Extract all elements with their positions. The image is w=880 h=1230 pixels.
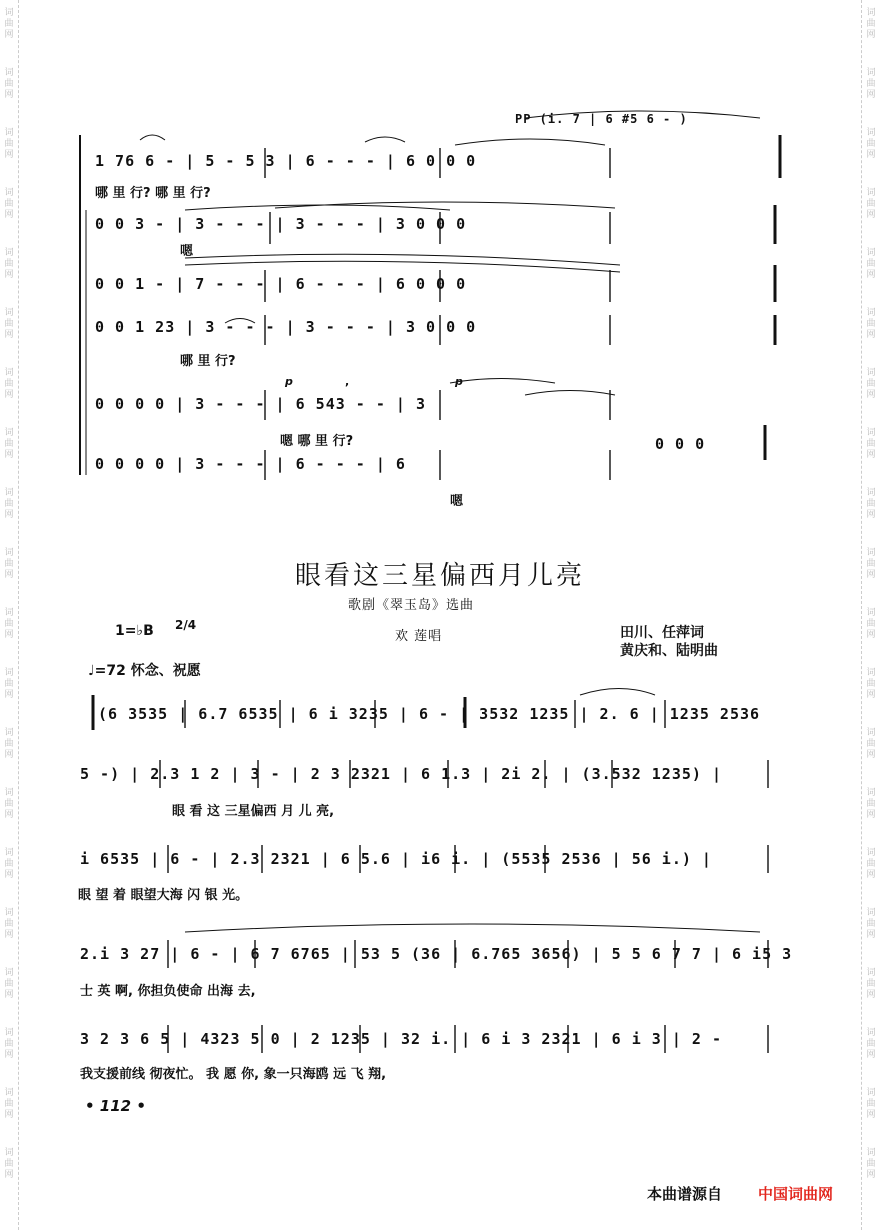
upper-line-2-lyric: 嗯 — [180, 244, 194, 259]
right-watermark-mark: 词 曲 网 — [866, 848, 876, 880]
performance-note: 欢 莲唱 — [395, 629, 443, 644]
upper-line-4-lyric: 哪 里 行? — [180, 354, 236, 369]
left-watermark-mark: 词 曲 网 — [4, 428, 14, 460]
right-watermark-mark: 词 曲 网 — [866, 608, 876, 640]
left-watermark-mark: 词 曲 网 — [4, 248, 14, 280]
lower-line-5-lyric: 我支援前线 彻夜忙。 我 愿 你, 象一只海鸥 远 飞 翔, — [80, 1067, 387, 1082]
left-watermark-mark: 词 曲 网 — [4, 68, 14, 100]
dynamic-p-2: p — [455, 375, 463, 388]
right-watermark-mark: 词 曲 网 — [866, 308, 876, 340]
upper-line-6-notes: 0 0 0 0 | 3 - - - | 6 - - - | 6 — [95, 455, 406, 473]
left-watermark-mark: 词 曲 网 — [4, 1088, 14, 1120]
lower-line-1-notes: (6 3535 | 6.7 6535 | 6 i 3235 | 6 - | 3532 1235 | 2. 6 | 1235 2536 — [98, 705, 761, 723]
upper-line-1-notes: 1 76 6 - | 5 - 5 3 | 6 - - - | 6 0 0 0 — [95, 152, 477, 170]
footer-site-link[interactable]: 中国词曲网 — [758, 1185, 834, 1203]
right-watermark-mark: 词 曲 网 — [866, 908, 876, 940]
key-signature: 1=♭B — [115, 623, 154, 639]
left-watermark-mark: 词 曲 网 — [4, 668, 14, 700]
left-watermark-mark: 词 曲 网 — [4, 1028, 14, 1060]
upper-top-staff: PP (i. 7 | 6 #5 6 - ) — [515, 112, 688, 126]
song-title: 眼看这三星偏西月儿亮 — [295, 561, 586, 591]
left-watermark-mark: 词 曲 网 — [4, 908, 14, 940]
left-watermark-mark: 词 曲 网 — [4, 728, 14, 760]
left-watermark-mark: 词 曲 网 — [4, 488, 14, 520]
left-watermark-mark: 词 曲 网 — [4, 188, 14, 220]
upper-end-notes: 0 0 0 — [655, 435, 706, 453]
right-watermark-mark: 词 曲 网 — [866, 248, 876, 280]
left-watermark-mark: 词 曲 网 — [4, 968, 14, 1000]
upper-line-6-lyric: 嗯 — [450, 494, 464, 509]
right-watermark-mark: 词 曲 网 — [866, 488, 876, 520]
lower-line-5-notes: 3 2 3 6 5 | 4323 5 0 | 2 1235 | 32 i. | 6 i 3 2321 | 6 i 3 | 2 - — [80, 1030, 722, 1048]
upper-line-5-notes: 0 0 0 0 | 3 - - - | 6 543 - - | 3 — [95, 395, 427, 413]
lower-line-3-lyric: 眼 望 着 眼望大海 闪 银 光。 — [78, 888, 249, 903]
footer-source-label: 本曲谱源自 — [647, 1185, 723, 1203]
right-watermark-mark: 词 曲 网 — [866, 1088, 876, 1120]
composer: 黄庆和、陆明曲 — [620, 643, 718, 659]
right-watermark-mark: 词 曲 网 — [866, 548, 876, 580]
time-signature: 2/4 — [175, 618, 197, 632]
right-watermark-mark: 词 曲 网 — [866, 668, 876, 700]
upper-line-2-notes: 0 0 3 - | 3 - - - | 3 - - - | 3 0 0 0 — [95, 215, 467, 233]
right-watermark-mark: 词 曲 网 — [866, 68, 876, 100]
song-subtitle: 歌剧《翠玉岛》选曲 — [348, 598, 475, 613]
upper-line-5-lyric: 嗯 哪 里 行? — [280, 434, 354, 449]
left-watermark-mark: 词 曲 网 — [4, 8, 14, 40]
upper-line-4-notes: 0 0 1 23 | 3 - - - | 3 - - - | 3 0 0 0 — [95, 318, 477, 336]
left-watermark-mark: 词 曲 网 — [4, 368, 14, 400]
left-watermark-mark: 词 曲 网 — [4, 848, 14, 880]
lower-line-2-lyric: 眼 看 这 三星偏西 月 儿 亮, — [172, 804, 335, 819]
right-watermark-mark: 词 曲 网 — [866, 968, 876, 1000]
left-watermark-mark: 词 曲 网 — [4, 788, 14, 820]
right-watermark-mark: 词 曲 网 — [866, 128, 876, 160]
left-watermark-mark: 词 曲 网 — [4, 548, 14, 580]
right-watermark-mark: 词 曲 网 — [866, 368, 876, 400]
page-number: • 112 • — [85, 1097, 146, 1115]
right-watermark-mark: 词 曲 网 — [866, 428, 876, 460]
dynamic-p-1: p — [285, 375, 293, 388]
right-watermark-mark: 词 曲 网 — [866, 788, 876, 820]
right-watermark-mark: 词 曲 网 — [866, 1028, 876, 1060]
lower-line-2-notes: 5 -) | 2.3 1 2 | 3 - | 2 3 2321 | 6 1.3 | 2i 2. | (3.532 1235) | — [80, 765, 722, 783]
breath-mark: , — [345, 375, 350, 388]
left-watermark-mark: 词 曲 网 — [4, 1148, 14, 1180]
right-watermark-mark: 词 曲 网 — [866, 8, 876, 40]
upper-line-1-lyric: 哪 里 行? 哪 里 行? — [95, 186, 211, 201]
lower-line-3-notes: i 6535 | 6 - | 2.3 2321 | 6 5.6 | i6 i. | (5535 2536 | 56 i.) | — [80, 850, 712, 868]
right-watermark-mark: 词 曲 网 — [866, 1148, 876, 1180]
left-watermark-mark: 词 曲 网 — [4, 128, 14, 160]
lower-line-4-notes: 2.i 3 27 | 6 - | 6 7 6765 | 53 5 (36 | 6.765 3656) | 5 5 6 7 7 | 6 i5 3 — [80, 945, 793, 963]
tempo-marking: ♩=72 怀念、祝愿 — [88, 663, 201, 679]
right-watermark-mark: 词 曲 网 — [866, 728, 876, 760]
lyricist: 田川、任萍词 — [620, 625, 704, 641]
left-watermark-mark: 词 曲 网 — [4, 608, 14, 640]
right-watermark-mark: 词 曲 网 — [866, 188, 876, 220]
left-watermark-mark: 词 曲 网 — [4, 308, 14, 340]
lower-line-4-lyric: 士 英 啊, 你担负使命 出海 去, — [80, 984, 256, 999]
upper-line-3-notes: 0 0 1 - | 7 - - - | 6 - - - | 6 0 0 0 — [95, 275, 467, 293]
